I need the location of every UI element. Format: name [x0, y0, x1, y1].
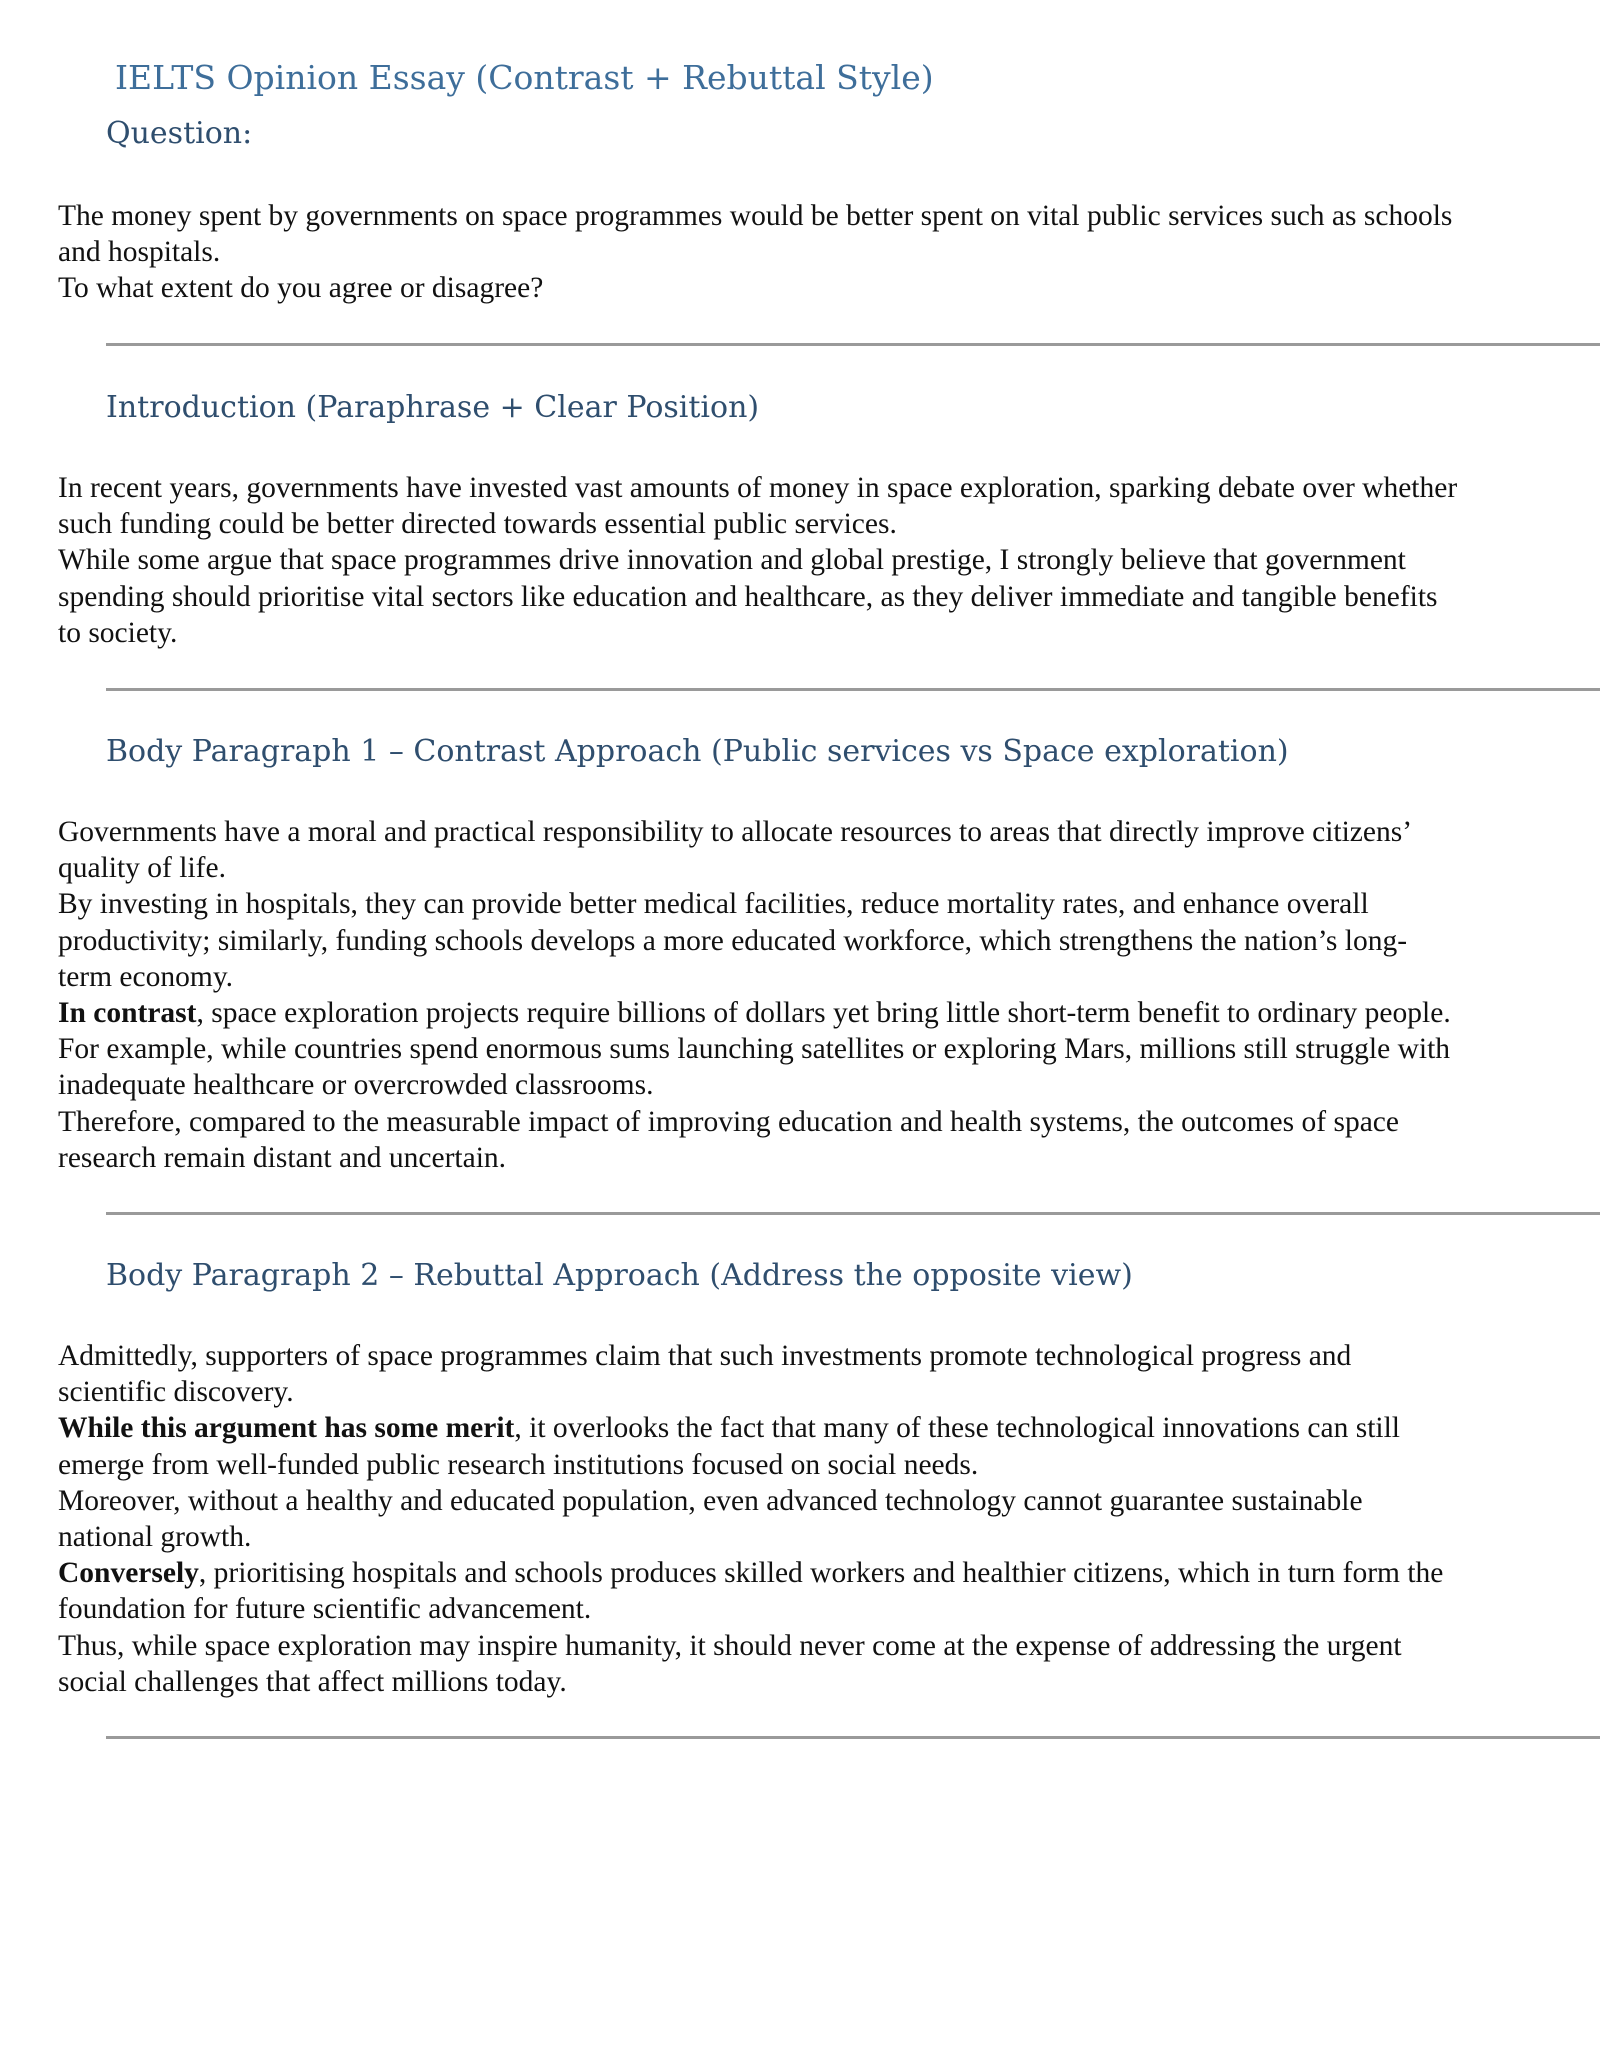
introduction-text	[58, 470, 1578, 651]
body1-line: Therefore, compared to the measurable impact of improving education and health systems, the outcomes of space	[58, 1105, 1399, 1138]
body1-line: term economy.	[58, 960, 234, 993]
body1-line: quality of life.	[58, 852, 226, 885]
introduction-line: In recent years, governments have invested vast amounts of money in space exploration, sparking debate over whether	[58, 472, 1458, 504]
section-divider	[106, 688, 1600, 691]
body2-line	[58, 1555, 1578, 1591]
body2-line: Moreover, without a healthy and educated population, even advanced technology cannot guarantee sustainable	[58, 1484, 1363, 1517]
section-divider	[106, 1736, 1600, 1739]
question-heading: Question:	[106, 116, 253, 151]
body1-line: research remain distant and uncertain.	[58, 1141, 507, 1174]
question-line: To what extent do you agree or disagree?	[58, 272, 544, 305]
introduction-heading: Introduction (Paraphrase + Clear Position)	[106, 390, 760, 425]
body1-line: productivity; similarly, funding schools develops a more educated workforce, which strengthens the nation’s long-	[58, 924, 1408, 957]
body2-text	[58, 1338, 1578, 1700]
body1-line	[58, 995, 1578, 1031]
body2-line: national growth.	[58, 1521, 252, 1554]
merit-rest: , it overlooks the fact that many of these technological innovations can still	[514, 1412, 1400, 1445]
introduction-line: to society.	[58, 616, 178, 649]
body2-line: Admittedly, supporters of space programmes claim that such investments promote technological progress and	[58, 1340, 1352, 1372]
section-divider	[106, 343, 1600, 346]
conversely-rest: , prioritising hospitals and schools produces skilled workers and healthier citizens, which in turn form the	[198, 1557, 1444, 1590]
question-text	[58, 198, 1578, 307]
section-divider	[106, 1212, 1600, 1215]
body1-line: inadequate healthcare or overcrowded classrooms.	[58, 1069, 654, 1102]
body2-line	[58, 1410, 1578, 1446]
contrast-rest: , space exploration projects require billions of dollars yet bring little short-term benefit to ordinary people.	[196, 997, 1451, 1030]
body2-heading: Body Paragraph 2 – Rebuttal Approach (Address the opposite view)	[106, 1258, 1133, 1293]
conversely-phrase: Conversely	[58, 1557, 199, 1590]
body1-line: For example, while countries spend enormous sums launching satellites or exploring Mars, millions still struggle with	[58, 1033, 1451, 1066]
body1-text	[58, 814, 1578, 1176]
body2-line: scientific discovery.	[58, 1376, 294, 1409]
body2-line: foundation for future scientific advancement.	[58, 1593, 592, 1626]
question-line: and hospitals.	[58, 236, 221, 269]
body1-heading: Body Paragraph 1 – Contrast Approach (Public services vs Space exploration)	[106, 734, 1289, 769]
body1-line: By investing in hospitals, they can provide better medical facilities, reduce mortality rates, and enhance overall	[58, 888, 1369, 921]
body2-line: social challenges that affect millions today.	[58, 1665, 567, 1698]
document-title: IELTS Opinion Essay (Contrast + Rebuttal Style)	[115, 58, 934, 97]
body2-line: Thus, while space exploration may inspire humanity, it should never come at the expense of addressing the urgent	[58, 1629, 1402, 1662]
contrast-phrase: In contrast	[58, 997, 197, 1030]
merit-phrase: While this argument has some merit	[58, 1412, 515, 1445]
introduction-line: spending should prioritise vital sectors like education and healthcare, as they deliver immediate and tangible benefits	[58, 580, 1438, 613]
body1-line: Governments have a moral and practical responsibility to allocate resources to areas that directly improve citizens’	[58, 816, 1413, 848]
introduction-line: While some argue that space programmes drive innovation and global prestige, I strongly believe that government	[58, 544, 1406, 577]
introduction-line: such funding could be better directed towards essential public services.	[58, 508, 897, 541]
question-line: The money spent by governments on space programmes would be better spent on vital public services such as schools	[58, 200, 1453, 232]
body2-line: emerge from well-funded public research institutions focused on social needs.	[58, 1448, 979, 1481]
